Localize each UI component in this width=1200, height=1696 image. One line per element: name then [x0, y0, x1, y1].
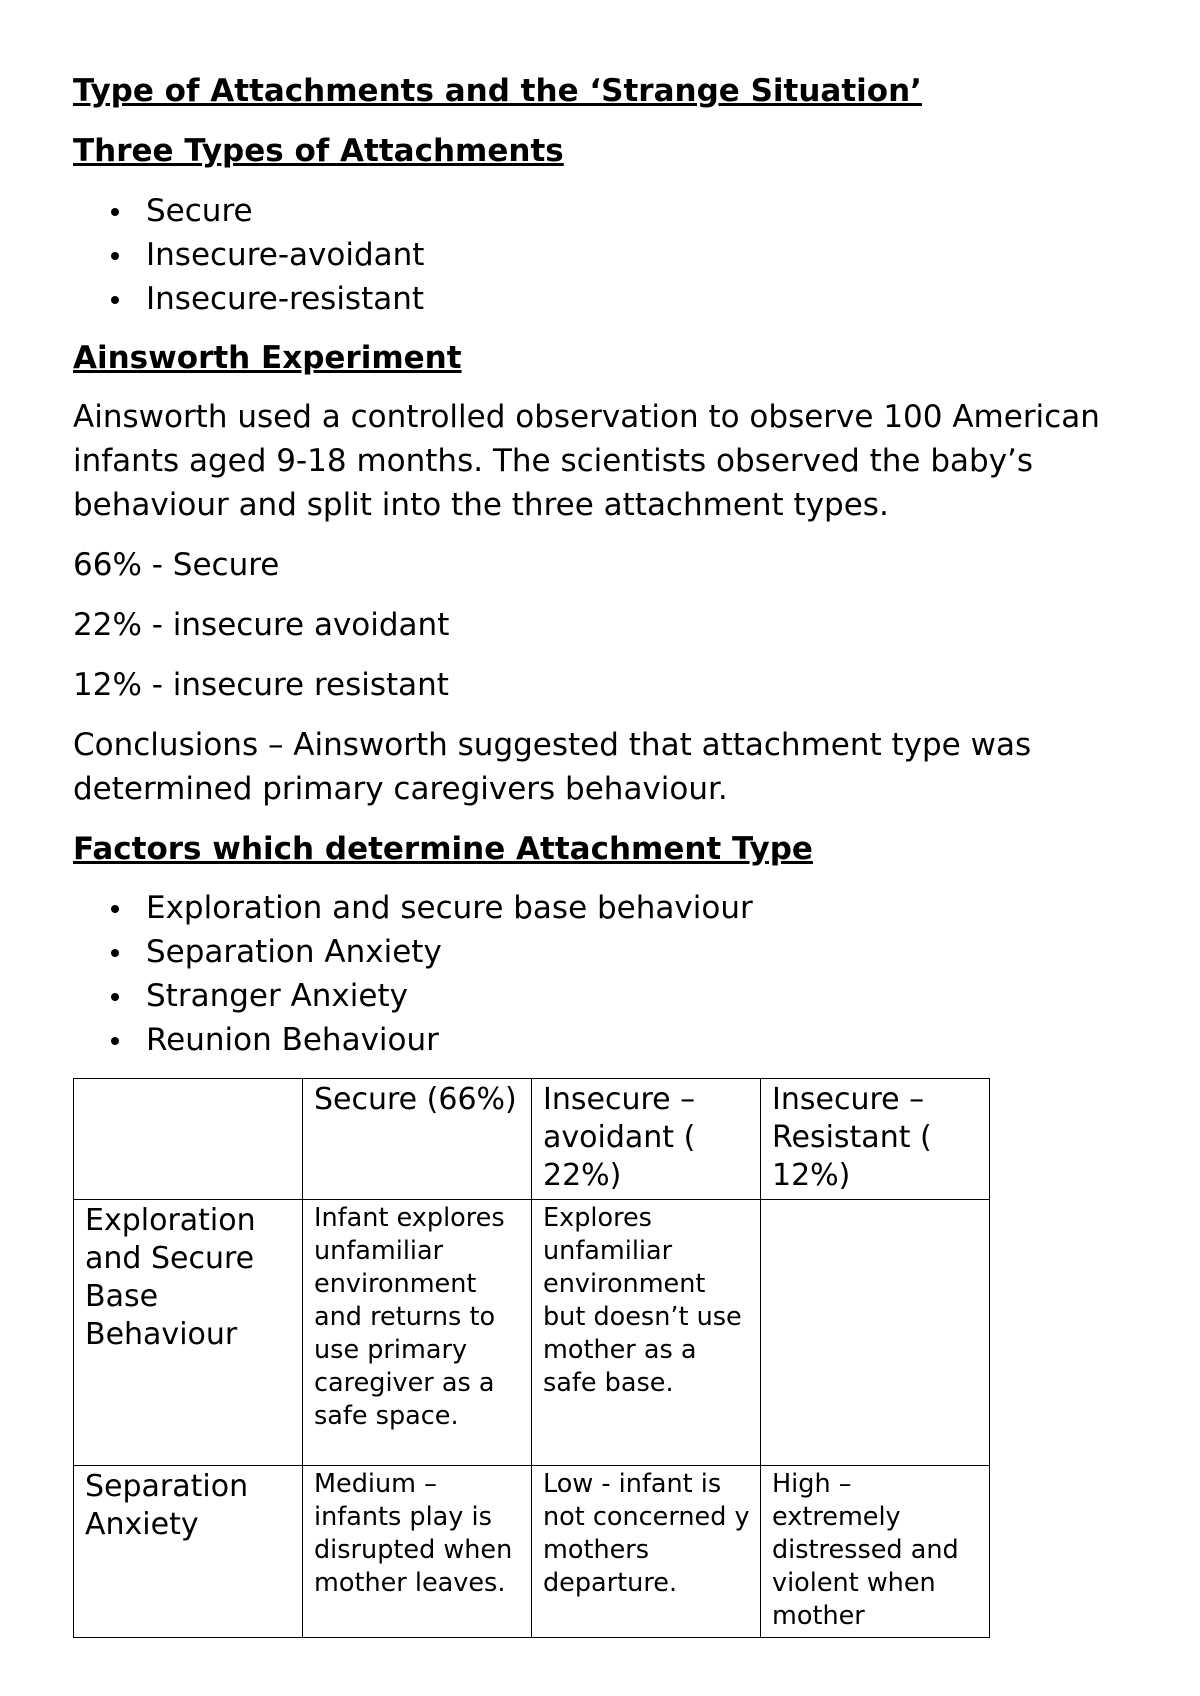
table-cell: Medium – infants play is disrupted when mother leaves.	[303, 1466, 532, 1638]
attachment-types-list	[73, 189, 424, 321]
list-item: Separation Anxiety	[73, 930, 753, 974]
row-label: Exploration and Secure Base Behaviour	[74, 1200, 303, 1466]
table-header-cell: Secure (66%)	[303, 1079, 532, 1200]
row-label: Separation Anxiety	[74, 1466, 303, 1638]
factors-heading: Factors which determine Attachment Type	[73, 831, 813, 867]
list-item: Secure	[73, 189, 424, 233]
table-cell	[761, 1200, 990, 1466]
ainsworth-heading: Ainsworth Experiment	[73, 340, 462, 376]
table-row	[74, 1466, 990, 1638]
list-item: Insecure-avoidant	[73, 233, 424, 277]
table-header-cell: Insecure – avoidant ( 22%)	[532, 1079, 761, 1200]
list-item: Reunion Behaviour	[73, 1018, 753, 1062]
list-item: Insecure-resistant	[73, 277, 424, 321]
table-header-cell	[74, 1079, 303, 1200]
table-header-cell: Insecure – Resistant ( 12%)	[761, 1079, 990, 1200]
types-heading: Three Types of Attachments	[73, 133, 564, 169]
result-secure: 66% - Secure	[73, 547, 280, 583]
table-header-row	[74, 1079, 990, 1200]
attachment-table	[73, 1078, 990, 1638]
table-cell: High – extremely distressed and violent when mother	[761, 1466, 990, 1638]
ainsworth-paragraph: Ainsworth used a controlled observation to observe 100 American infants aged 9-18 months. The scientists observed the baby’s behaviour and split into the three attachment types.	[73, 399, 1100, 523]
conclusion-paragraph: Conclusions – Ainsworth suggested that attachment type was determined primary caregivers behaviour.	[73, 727, 1032, 807]
table-row	[74, 1200, 990, 1466]
result-resistant: 12% - insecure resistant	[73, 667, 449, 703]
result-avoidant: 22% - insecure avoidant	[73, 607, 450, 643]
document-title: Type of Attachments and the ‘Strange Situation’	[73, 73, 922, 109]
factors-list	[73, 886, 753, 1062]
table-cell: Low - infant is not concerned y mothers departure.	[532, 1466, 761, 1638]
list-item: Stranger Anxiety	[73, 974, 753, 1018]
list-item: Exploration and secure base behaviour	[73, 886, 753, 930]
table-cell: Explores unfamiliar environment but doesn’t use mother as a safe base.	[532, 1200, 761, 1466]
table-cell: Infant explores unfamiliar environment and returns to use primary caregiver as a safe space.	[303, 1200, 532, 1466]
